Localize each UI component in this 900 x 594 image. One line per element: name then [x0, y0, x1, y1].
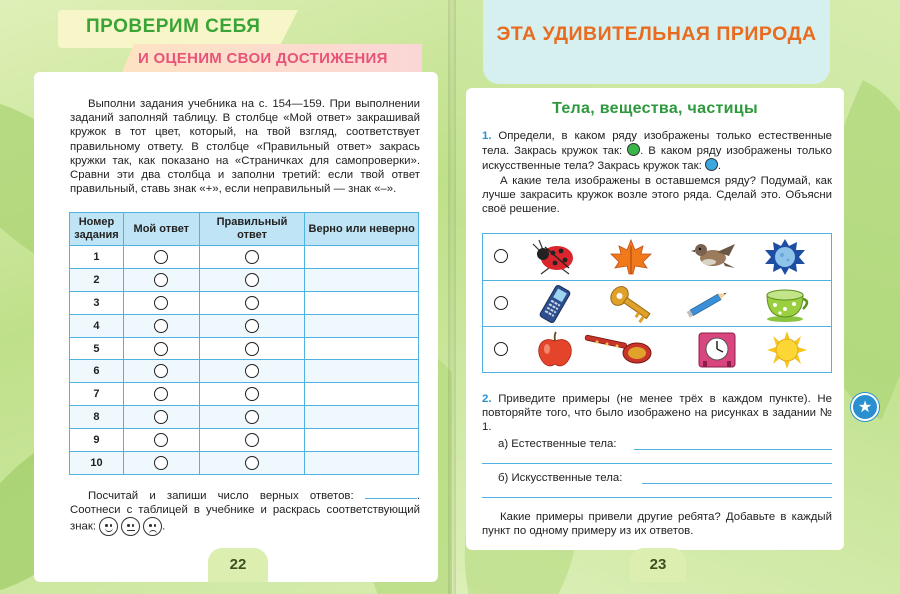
my-answer-cell: [123, 314, 199, 337]
task-number-cell: 9: [70, 429, 124, 452]
header-my-answer: Мой ответ: [123, 213, 199, 246]
my-answer-cell: [123, 291, 199, 314]
task-2: [482, 392, 832, 435]
my-answer-circle[interactable]: [154, 250, 168, 264]
artificial-bodies-label: б) Искусственные тела:: [498, 472, 623, 484]
page-number-right: 23: [630, 548, 686, 582]
my-answer-circle[interactable]: [154, 410, 168, 424]
task-number-cell: 10: [70, 452, 124, 475]
table-header-row: [70, 213, 419, 246]
natural-bodies-line-1[interactable]: [634, 440, 832, 450]
blue-circle-icon: [705, 158, 718, 171]
clock-icon: [693, 331, 741, 369]
correct-answer-cell: [199, 268, 305, 291]
task-number-cell: 1: [70, 246, 124, 269]
result-cell[interactable]: [305, 360, 419, 383]
count-prompt: Посчитай и запиши число верных ответов:: [88, 490, 354, 502]
natural-bodies-line-2[interactable]: [482, 454, 832, 464]
row-2-circle[interactable]: [494, 296, 508, 310]
my-answer-circle[interactable]: [154, 387, 168, 401]
task-1-text-c: .: [717, 160, 722, 173]
task-number-cell: 6: [70, 360, 124, 383]
task-number-cell: 2: [70, 268, 124, 291]
my-answer-cell: [123, 360, 199, 383]
my-answer-cell: [123, 429, 199, 452]
artificial-bodies-answer: [482, 472, 832, 502]
row-3-circle[interactable]: [494, 342, 508, 356]
result-cell[interactable]: [305, 337, 419, 360]
relate-prompt: . Соотнеси с таблицей в учебнике и раскрась соответствующий знак:: [70, 490, 420, 533]
neutral-face-icon[interactable]: [121, 517, 140, 536]
pencil-icon: [683, 285, 731, 323]
left-header-title: ПРОВЕРИМ СЕБЯ: [86, 16, 261, 37]
task-2-number: 2.: [482, 393, 492, 405]
correct-answer-circle[interactable]: [245, 364, 259, 378]
book-spine: [448, 0, 456, 594]
natural-bodies-label: а) Естественные тела:: [498, 438, 617, 450]
my-answer-circle[interactable]: [154, 273, 168, 287]
table-row: [70, 360, 419, 383]
task-1-number: 1.: [482, 130, 492, 142]
correct-answer-cell: [199, 360, 305, 383]
table-row: [70, 383, 419, 406]
correct-answer-circle[interactable]: [245, 273, 259, 287]
happy-face-icon[interactable]: [99, 517, 118, 536]
result-cell[interactable]: [305, 406, 419, 429]
table-row: [70, 291, 419, 314]
my-answer-circle[interactable]: [154, 364, 168, 378]
picture-row-mixed: [483, 326, 831, 372]
right-header-title: ЭТА УДИВИТЕЛЬНАЯ ПРИРОДА: [496, 23, 817, 45]
my-answer-circle[interactable]: [154, 433, 168, 447]
task-number-cell: 7: [70, 383, 124, 406]
task-1-text-b: . В каком ряду изображены только искусственные тела? Закрась кружок так:: [482, 145, 832, 173]
correct-answer-cell: [199, 314, 305, 337]
result-cell[interactable]: [305, 246, 419, 269]
correct-answer-cell: [199, 337, 305, 360]
correct-answer-circle[interactable]: [245, 387, 259, 401]
footer-period: .: [162, 520, 166, 533]
moon-icon: [761, 238, 809, 276]
task-1-text-d: А какие тела изображены в оставшемся ряду? Подумай, как лучше закрасить кружок возле этого ряда. Сделай это. Объясни своё решение.: [482, 174, 832, 216]
natural-bodies-answer: [482, 438, 832, 468]
key-icon: [607, 285, 655, 323]
my-answer-cell: [123, 406, 199, 429]
my-answer-circle[interactable]: [154, 296, 168, 310]
artificial-bodies-line-2[interactable]: [482, 488, 832, 498]
page-number-left: 22: [208, 548, 268, 582]
picture-row-natural: [483, 234, 831, 280]
sad-face-icon[interactable]: [143, 517, 162, 536]
right-footer-text: Какие примеры привели другие ребята? Добавьте в каждый пункт по одному примеру из их ответов.: [482, 511, 832, 538]
my-answer-cell: [123, 452, 199, 475]
correct-answer-circle[interactable]: [245, 410, 259, 424]
task-number-cell: 8: [70, 406, 124, 429]
star-icon: ★: [851, 393, 879, 421]
left-footer-text: [70, 489, 420, 536]
apple-icon: [531, 331, 579, 369]
task-1: [482, 129, 832, 216]
task-1-text-a: Определи, в каком ряду изображены только естественные тела. Закрась кружок так:: [482, 130, 832, 158]
correct-answer-cell: [199, 452, 305, 475]
section-subtitle: Тела, вещества, частицы: [552, 100, 758, 117]
table-row: [70, 337, 419, 360]
table-row: [70, 429, 419, 452]
my-answer-circle[interactable]: [154, 456, 168, 470]
result-cell[interactable]: [305, 268, 419, 291]
cup-icon: [763, 285, 811, 323]
smiley-group: [99, 517, 162, 536]
correct-answer-circle[interactable]: [245, 296, 259, 310]
correct-answer-cell: [199, 383, 305, 406]
mobile-phone-icon: [531, 285, 579, 323]
task-number-cell: 3: [70, 291, 124, 314]
table-row: [70, 452, 419, 475]
maple-leaf-icon: [607, 238, 655, 276]
table-row: [70, 246, 419, 269]
result-cell[interactable]: [305, 383, 419, 406]
task-number-cell: 4: [70, 314, 124, 337]
picture-grid: [482, 233, 832, 373]
table-row: [70, 314, 419, 337]
header-task-number: Номер задания: [70, 213, 124, 246]
header-correct-answer: Правильный ответ: [199, 213, 305, 246]
count-answer-line[interactable]: [365, 489, 417, 499]
left-intro-text: Выполни задания учебника на с. 154—159. При выполнении заданий заполняй таблицу. В столбце «Мой ответ» закрашивай кружок в тот цвет, который, на твой взгляд, соответствует правильному ответу. В столбце «Правильный ответ» закрась кружки так, как показано на «Страничках для самопроверки». Сравни эти два столбца и заполни третий: если твой ответ правильный, ставь знак «+», если неправильный — знак «–».: [70, 98, 420, 196]
artificial-bodies-line-1[interactable]: [642, 474, 832, 484]
correct-answer-cell: [199, 406, 305, 429]
my-answer-circle[interactable]: [154, 342, 168, 356]
my-answer-cell: [123, 337, 199, 360]
self-check-table: [69, 212, 419, 475]
correct-answer-circle[interactable]: [245, 342, 259, 356]
correct-answer-cell: [199, 246, 305, 269]
my-answer-cell: [123, 246, 199, 269]
sun-icon: [763, 331, 811, 369]
correct-answer-circle[interactable]: [245, 319, 259, 333]
table-row: [70, 406, 419, 429]
result-cell[interactable]: [305, 314, 419, 337]
correct-answer-cell: [199, 429, 305, 452]
correct-answer-circle[interactable]: [245, 250, 259, 264]
my-answer-cell: [123, 383, 199, 406]
ladybug-icon: [531, 238, 579, 276]
header-right-or-wrong: Верно или неверно: [305, 213, 419, 246]
wooden-spoon-icon: [583, 331, 653, 369]
my-answer-cell: [123, 268, 199, 291]
my-answer-circle[interactable]: [154, 319, 168, 333]
result-cell[interactable]: [305, 429, 419, 452]
correct-answer-circle[interactable]: [245, 433, 259, 447]
sparrow-icon: [689, 238, 737, 276]
task-number-cell: 5: [70, 337, 124, 360]
task-2-text: Приведите примеры (не менее трёх в каждом пункте). Не повторяйте того, что было изображено на рисунках в задании № 1.: [482, 393, 832, 434]
result-cell[interactable]: [305, 291, 419, 314]
left-header-subtitle: И ОЦЕНИМ СВОИ ДОСТИЖЕНИЯ: [138, 50, 388, 67]
picture-row-artificial: [483, 280, 831, 326]
correct-answer-cell: [199, 291, 305, 314]
green-circle-icon: [627, 143, 640, 156]
table-row: [70, 268, 419, 291]
row-1-circle[interactable]: [494, 249, 508, 263]
correct-answer-circle[interactable]: [245, 456, 259, 470]
result-cell[interactable]: [305, 452, 419, 475]
